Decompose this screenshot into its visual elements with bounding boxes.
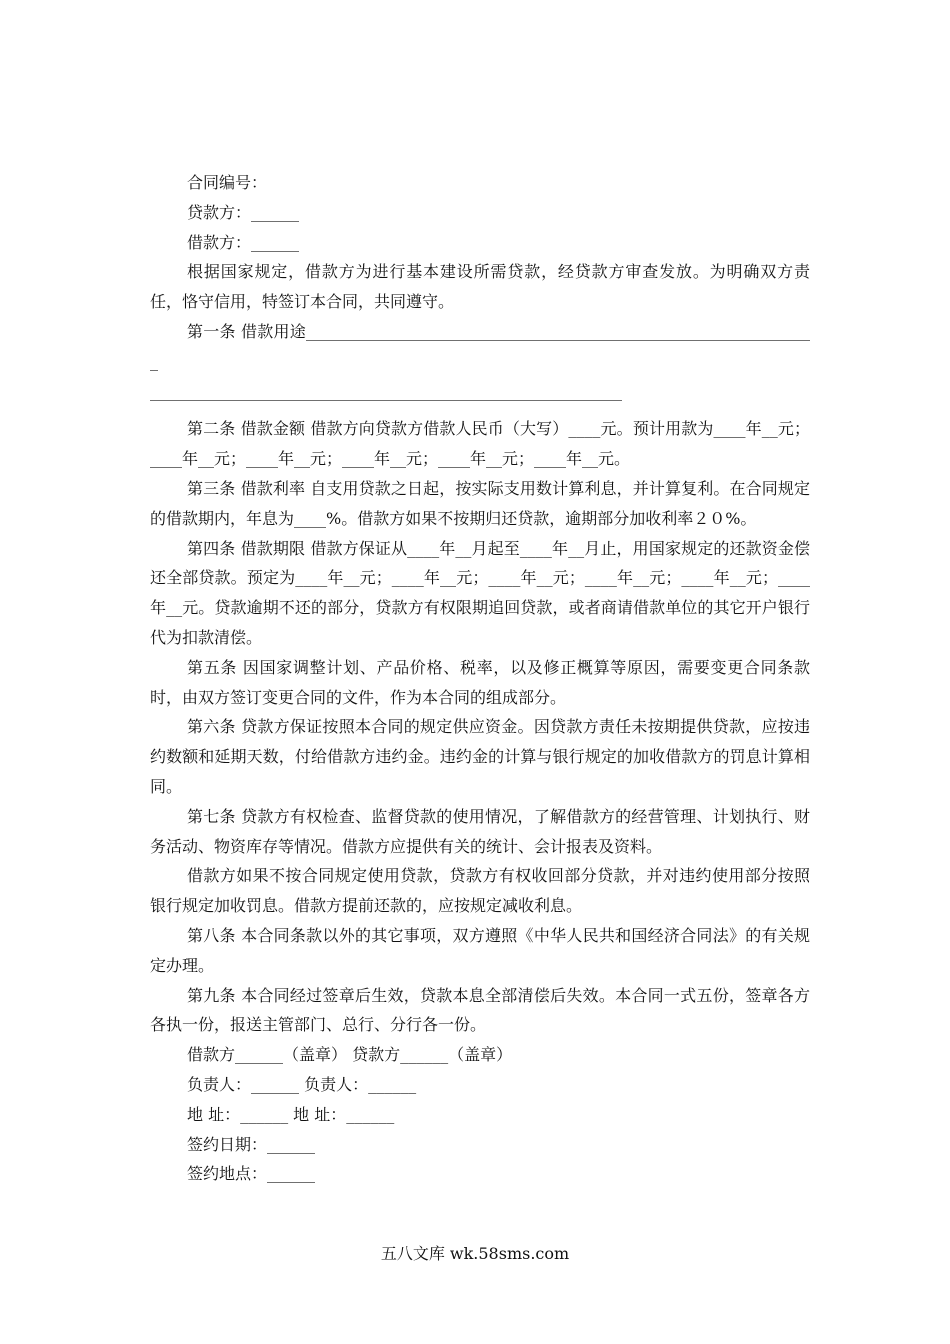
article-7: 第七条 贷款方有权检查、监督贷款的使用情况，了解借款方的经营管理、计划执行、财务活动、物资库存等情况。借款方应提供有关的统计、会计报表及资料。 [150,806,810,856]
signature-date: 签约日期：______ [187,1134,316,1154]
signature-address: 地 址：______ 地 址：______ [187,1104,395,1124]
footer-watermark: 五八文库 wk.58sms.com [380,1244,570,1263]
article-1: 第一条 借款用途________________________________________________________________ [150,321,810,371]
signature-place: 签约地点：______ [187,1164,316,1184]
contract-number: 合同编号： [187,173,268,192]
article-3: 第三条 借款利率 自支用贷款之日起，按实际支用数计算利息，并计算复利。在合同规定的借款期内，年息为____%。借款方如果不按期归还贷款，逾期部分加收利率２０%。 [150,478,810,528]
lender-line: 贷款方：______ [187,202,300,222]
article-5: 第五条 因国家调整计划、产品价格、税率，以及修正概算等原因，需要变更合同条款时，由双方签订变更合同的文件，作为本合同的组成部分。 [150,657,810,707]
signature-persons: 负责人：______ 负责人：______ [187,1074,417,1094]
intro-paragraph: 根据国家规定，借款方为进行基本建设所需贷款，经贷款方审查发放。为明确双方责任，恪守信用，特签订本合同，共同遵守。 [150,262,810,312]
signature-parties: 借款方______（盖章） 贷款方______（盖章） [187,1045,513,1065]
article-9: 第九条 本合同经过签章后生效，贷款本息全部清偿后失效。本合同一式五份，签章各方各执一份，报送主管部门、总行、分行各一份。 [150,985,810,1035]
contract-body [150,168,810,1189]
article-8: 第八条 本合同条款以外的其它事项，双方遵照《中华人民共和国经济合同法》的有关规定办理。 [150,925,810,975]
borrower-line: 借款方：______ [187,232,300,252]
article-1-blank-line: ___________________________________________________________ [150,381,622,401]
article-4: 第四条 借款期限 借款方保证从____年__月起至____年__月止，用国家规定的还款资金偿还全部贷款。预定为____年__元；____年__元；____年__元；____年__元；____年__元；____年__元。贷款逾期不还的部分，贷款方有权限期追回贷款，或者商请借款单位的其它开户银行代为扣款清偿。 [150,538,810,647]
article-2: 第二条 借款金额 借款方向贷款方借款人民币（大写）____元。预计用款为____年__元；____年__元；____年__元；____年__元；____年__元；____年__元。 [150,419,810,469]
article-6: 第六条 贷款方保证按照本合同的规定供应资金。因贷款方责任未按期提供贷款，应按违约数额和延期天数，付给借款方违约金。违约金的计算与银行规定的加收借款方的罚息计算相同。 [150,717,810,796]
article-7-continuation: 借款方如果不按合同规定使用贷款，贷款方有权收回部分贷款，并对违约使用部分按照银行规定加收罚息。借款方提前还款的，应按规定减收利息。 [150,866,810,916]
